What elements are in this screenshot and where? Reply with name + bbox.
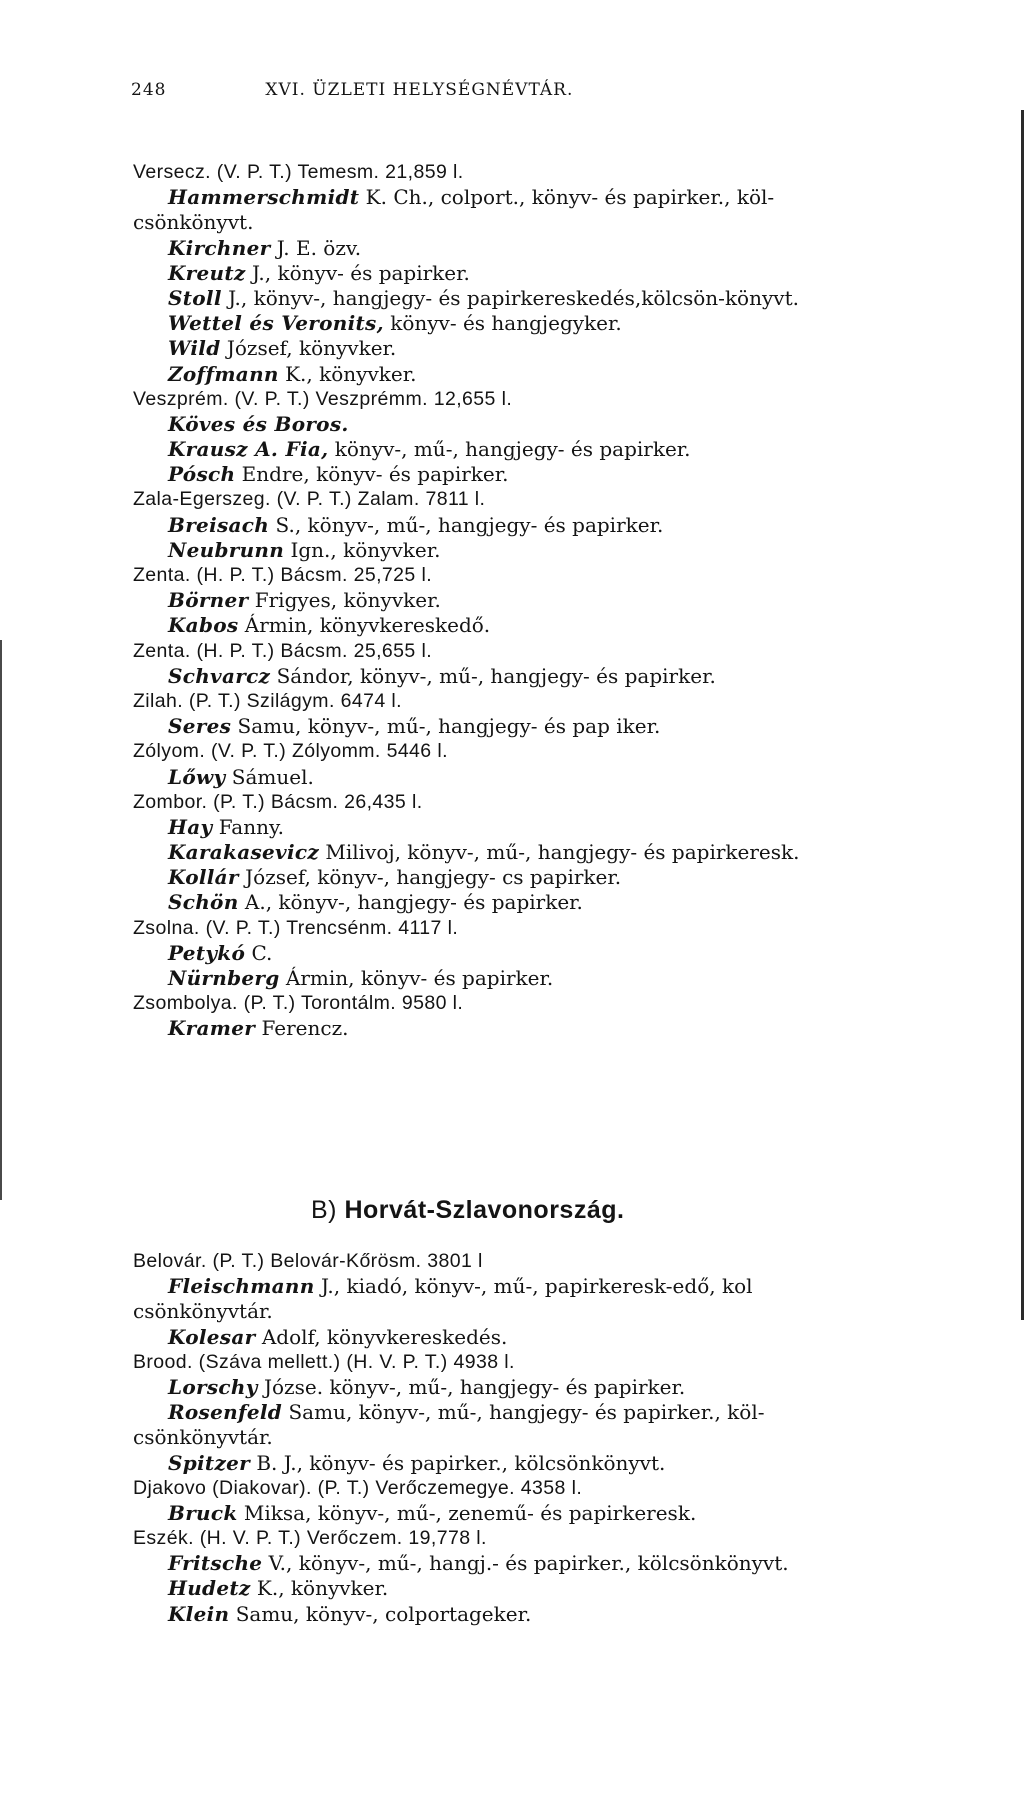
place-entry: Zsolna. (V. P. T.) Trencsénm. 4117 l. [133, 916, 459, 939]
business-name: Lorschy [168, 1374, 258, 1399]
business-entry [133, 286, 933, 311]
business-details: Ármin, könyv- és papirker. [279, 966, 554, 990]
business-name: Wettel és Veronits, [168, 311, 384, 336]
business-name: Lőwy [168, 764, 226, 789]
business-entry [133, 261, 933, 286]
business-name: Hudetz [168, 1576, 251, 1601]
business-details: József, könyv-, hangjegy- cs papirker. [238, 865, 622, 890]
business-details: Ferencz. [255, 1016, 349, 1041]
business-name: Bruck [168, 1500, 238, 1525]
business-name: Hay [168, 814, 213, 839]
business-details: Miksa, könyv-, mű-, zenemű- és papirkeresk. [237, 1500, 697, 1525]
business-entry [133, 513, 933, 538]
business-entry [133, 311, 933, 336]
business-entry [133, 1016, 933, 1041]
business-entry [133, 1551, 933, 1576]
business-entry [133, 714, 933, 739]
business-name: Seres [168, 714, 232, 739]
business-name: Pósch [168, 462, 236, 487]
business-entry [133, 865, 933, 890]
business-details: Sámuel. [225, 764, 314, 789]
business-entry [133, 185, 933, 210]
business-details: József, könyvker. [220, 336, 397, 361]
business-entry [133, 815, 933, 840]
business-details: Samu, könyv-, mű-, hangjegy- és papirker., köl- [282, 1400, 765, 1425]
business-details: Endre, könyv- és papirker. [235, 462, 509, 487]
directory-section-a [133, 160, 933, 1042]
business-details: könyv- és hangjegyker. [383, 311, 622, 336]
place-entry: Versecz. (V. P. T.) Temesm. 21,859 l. [133, 161, 464, 183]
business-entry [133, 236, 933, 261]
business-entry [133, 840, 933, 865]
business-name: Kramer [168, 1016, 256, 1041]
business-name: Börner [168, 588, 249, 613]
business-entry [133, 1602, 933, 1627]
business-entry [133, 538, 933, 563]
business-details: Sándor, könyv-, mű-, hangjegy- és papirker. [270, 663, 716, 688]
page-number: 248 [131, 80, 167, 100]
business-name: Breisach [168, 512, 270, 537]
business-name: Kirchner [168, 235, 271, 260]
business-name: Petykó [168, 940, 246, 965]
business-entry [133, 462, 933, 487]
entry-continuation: csönkönyvtár. [133, 1299, 273, 1324]
business-entry [133, 765, 933, 790]
business-details: Józse. könyv-, mű-, hangjegy- és papirker. [257, 1374, 686, 1399]
business-details: B. J., könyv- és papirker., kölcsönkönyvt. [249, 1450, 666, 1475]
place-entry: Zsombolya. (P. T.) Torontálm. 9580 l. [133, 992, 464, 1015]
page-header [131, 80, 791, 100]
business-details: J. E. özv. [270, 235, 362, 260]
business-entry [133, 664, 933, 689]
business-entry [133, 362, 933, 387]
place-entry: Zólyom. (V. P. T.) Zólyomm. 5446 l. [133, 740, 448, 763]
business-name: Kreutz [168, 260, 246, 285]
business-name: Krausz A. Fia, [168, 437, 329, 462]
business-name: Schön [168, 890, 239, 915]
business-details: C. [245, 940, 273, 965]
entry-continuation: csönkönyvtár. [133, 1425, 273, 1450]
section-title [311, 1196, 624, 1225]
business-details: V., könyv-, mű-, hangj.- és papirker., kölcsönkönyvt. [262, 1551, 789, 1576]
business-entry [133, 1400, 933, 1425]
business-details: J., könyv- és papirker. [245, 260, 470, 285]
business-entry [133, 1576, 933, 1601]
place-entry: Zala-Egerszeg. (V. P. T.) Zalam. 7811 l. [133, 488, 486, 511]
business-entry [133, 336, 933, 361]
business-details: K., könyvker. [250, 1576, 389, 1601]
business-entry [133, 412, 933, 437]
entry-continuation: csönkönyvt. [133, 210, 254, 235]
business-entry [133, 1325, 933, 1350]
business-entry [133, 890, 933, 915]
business-details: Ármin, könyvkereskedő. [238, 613, 491, 638]
business-name: Kabos [168, 613, 239, 638]
business-entry [133, 1274, 933, 1299]
business-name: Fritsche [168, 1551, 263, 1576]
business-details: Samu, könyv-, mű-, hangjegy- és pap iker. [231, 714, 661, 739]
business-details: könyv-, mű-, hangjegy- és papirker. [328, 437, 691, 462]
business-name: Neubrunn [168, 537, 285, 562]
business-name: Karakasevicz [168, 840, 319, 865]
business-name: Kolesar [168, 1324, 256, 1349]
business-entry [133, 941, 933, 966]
business-name: Klein [168, 1601, 230, 1626]
business-entry [133, 437, 933, 462]
place-entry: Belovár. (P. T.) Belovár-Kőrösm. 3801 l [133, 1250, 483, 1272]
place-entry: Zilah. (P. T.) Szilágym. 6474 l. [133, 689, 402, 712]
place-entry: Zombor. (P. T.) Bácsm. 26,435 l. [133, 790, 423, 813]
business-details: Milivoj, könyv-, mű-, hangjegy- és papirkeresk. [319, 840, 800, 865]
business-name: Fleischmann [168, 1274, 315, 1299]
business-details: Ign., könyvker. [284, 537, 441, 562]
place-entry: Djakovo (Diakovar). (P. T.) Verőczemegye. 4358 l. [133, 1476, 583, 1499]
running-head: XVI. ÜZLETI HELYSÉGNÉVTÁR. [265, 80, 574, 100]
business-details: A., könyv-, hangjegy- és papirker. [238, 890, 583, 915]
business-name: Zoffmann [168, 361, 279, 386]
scan-edge-left [0, 640, 2, 1200]
business-details: Fanny. [212, 814, 284, 839]
business-name: Köves és Boros. [168, 411, 349, 436]
business-details: Samu, könyv-, colportageker. [229, 1601, 532, 1626]
place-entry: Zenta. (H. P. T.) Bácsm. 25,725 l. [133, 564, 433, 586]
business-name: Wild [168, 336, 221, 361]
place-entry: Veszprém. (V. P. T.) Veszprémm. 12,655 l. [133, 387, 513, 410]
place-entry: Eszék. (H. V. P. T.) Verőczem. 19,778 l. [133, 1527, 487, 1550]
business-entry [133, 966, 933, 991]
business-name: Spitzer [168, 1450, 250, 1475]
business-entry [133, 613, 933, 638]
business-details: S., könyv-, mű-, hangjegy- és papirker. [269, 512, 664, 537]
business-name: Stoll [168, 285, 222, 310]
business-entry [133, 1501, 933, 1526]
business-entry [133, 1375, 933, 1400]
place-entry: Brood. (Száva mellett.) (H. V. P. T.) 4938 l. [133, 1350, 515, 1373]
directory-section-b [133, 1249, 933, 1627]
business-name: Schvarcz [168, 663, 271, 688]
business-entry [133, 1451, 933, 1476]
business-name: Rosenfeld [168, 1400, 283, 1425]
business-details: Adolf, könyvkereskedés. [255, 1324, 508, 1349]
section-letter: B) [311, 1196, 337, 1224]
business-name: Kollár [168, 865, 239, 890]
business-details: K., könyvker. [278, 361, 417, 386]
section-heading: Horvát-Szlavonország. [344, 1196, 625, 1224]
business-details: J., kiadó, könyv-, mű-, papirkeresk-edő, kol [314, 1274, 753, 1299]
business-name: Nürnberg [168, 966, 280, 990]
business-details: Frigyes, könyvker. [248, 588, 441, 613]
business-details: K. Ch., colport., könyv- és papirker., köl- [359, 185, 775, 210]
business-entry [133, 588, 933, 613]
place-entry: Zenta. (H. P. T.) Bácsm. 25,655 l. [133, 639, 433, 662]
business-details: J., könyv-, hangjegy- és papirkereskedés,kölcsön-könyvt. [221, 285, 799, 310]
business-name: Hammerschmidt [168, 185, 360, 210]
